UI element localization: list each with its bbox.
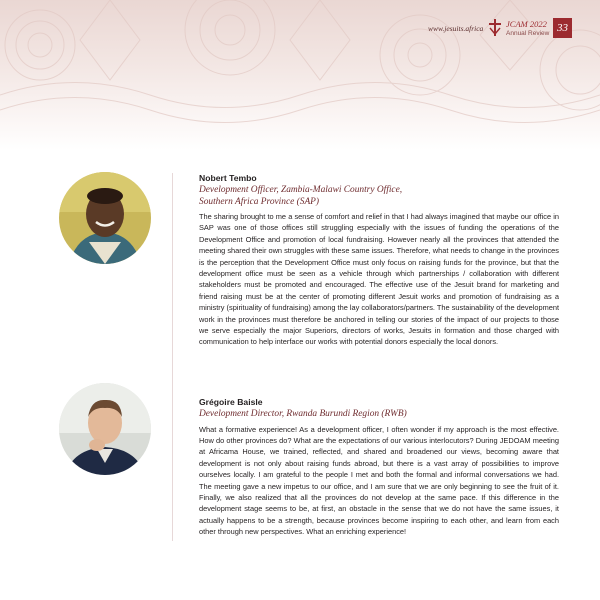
jesuit-cross-logo-icon <box>487 18 503 38</box>
speaker-role-line-1: Development Officer, Zambia-Malawi Country Office, <box>199 185 403 195</box>
speaker-name: Nobert Tembo <box>199 173 257 183</box>
speaker-role <box>199 185 559 208</box>
avatar-gregoire-baisle <box>59 383 151 475</box>
testimonial-nobert-tembo <box>199 173 559 348</box>
speaker-role-line-2: Southern Africa Province (SAP) <box>199 196 320 207</box>
speaker-role <box>199 409 559 421</box>
header-subtitle: Annual Review <box>506 30 550 37</box>
column-divider <box>172 173 173 541</box>
speaker-name: Grégoire Baisle <box>199 397 263 407</box>
page-number: 33 <box>553 18 572 38</box>
portrait-photo-icon <box>59 172 151 264</box>
avatar-nobert-tembo <box>59 172 151 264</box>
testimonial-gregoire-baisle <box>199 397 559 538</box>
header-url[interactable]: www.jesuits.africa <box>428 24 484 33</box>
testimonial-body: The sharing brought to me a sense of comfort and relief in that I had always imagined that maybe our office in SAP was one of those offices still struggling especially with the issues of funding the operations of the Development Office and promotion of local fundraising. However nearly all the provinces that attended the meeting shared their own struggles with these same issues. Therefore, what needs to change in the provinces is the perception that the Development Office must only focus on raising funds for the province, but that the development office must be seen as a vehicle through which partnerships / collaboration with different stakeholders must be promoted and encouraged. The effective use of the Jesuit brand for marketing and friend raising must be at the center of promoting different Jesuit works and promotion of fundraising as a ministry (spirituality of fundraising) among the lay collaborators/partners. The sustainability of the development work in the provinces must therefore be anchored in telling our stories of the impact of our projects to those we serve especially the major Superiors, directors of works, Jesuits in formation and those charged with communication to help interface our works with potential donors especially the local donors. <box>199 212 559 347</box>
header-title: JCAM 2022 <box>506 19 547 29</box>
testimonial-body: What a formative experience! As a development officer, I often wonder if my approach is the most effective. How do other provinces do? What are the expectations of our various interlocutors? During JEDOAM meeting at Africama House, we trained, reflected, and shared and broadened our views, becoming aware that development is not only about raising funds abroad, but there is a vast array of possibilities to improve ourselves locally. I am grateful to the people I met and both the formal and informal conversations we had. The meeting gave a new impetus to our office, and I am sure that we are only beginning to see the fruit of it. Finally, we also realized that all the provinces do not develop at the same pace. If this difference in the development stage seems to be, at first, an obstacle in the sense that we do not have the same issues, it actually happens to be a strength, because provinces become inspiring to each other, and learn from each other through new perspectives. What an enriching experience! <box>199 424 559 537</box>
portrait-photo-icon <box>59 383 151 475</box>
speaker-role-line-1: Development Director, Rwanda Burundi Region (RWB) <box>199 409 407 419</box>
